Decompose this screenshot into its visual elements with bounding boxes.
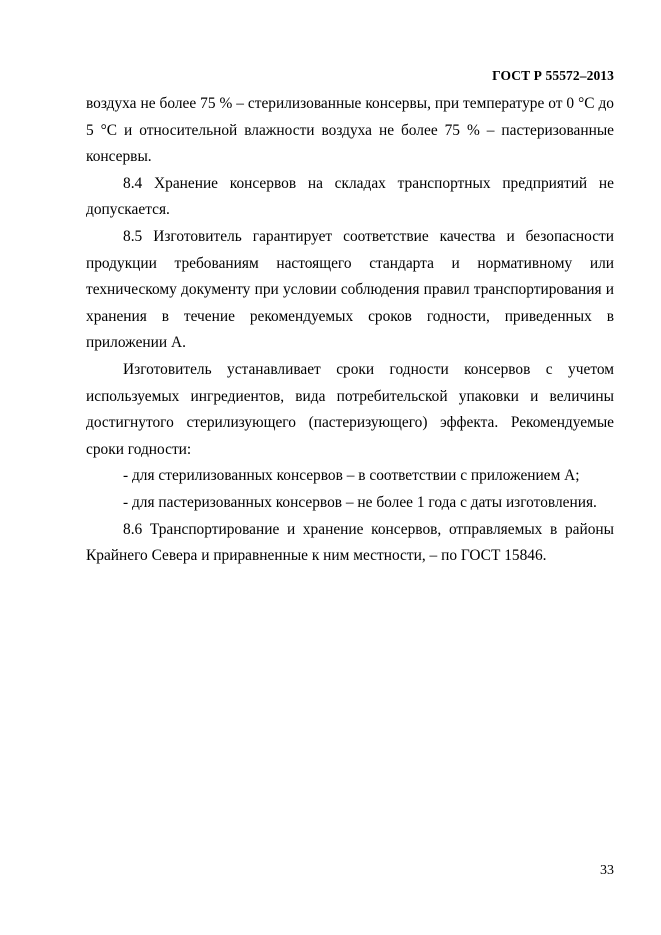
document-code-header: ГОСТ Р 55572–2013 bbox=[492, 68, 614, 83]
paragraph-8-5: 8.5 Изготовитель гарантирует соответствие качества и безопасности продукции требованиям настоящего стандарта и нормативному или техническому документу при условии соблюдения правил транспортирования и хранения в течение рекомендуемых сроков годности, приведенных в приложении А. bbox=[86, 227, 614, 352]
page-number: 33 bbox=[600, 863, 614, 878]
list-item-pasteurized: - для пастеризованных консервов – не более 1 года с даты изготовления. bbox=[123, 493, 597, 511]
paragraph-8-6: 8.6 Транспортирование и хранение консервов, отправляемых в районы Крайнего Севера и приравненные к ним местности, – по ГОСТ 15846. bbox=[86, 520, 614, 565]
paragraph-storage-conditions-continued: воздуха не более 75 % – стерилизованные консервы, при температуре от 0 °С до 5 °С и относительной влажности воздуха не более 75 % – пастеризованные консервы. bbox=[86, 95, 614, 166]
paragraph-shelf-life: Изготовитель устанавливает сроки годности консервов с учетом используемых ингредиентов, вида потребительской упаковки и величины достигнутого стерилизующего (пастеризующего) эффекта. Рекомендуемые сроки годности: bbox=[86, 360, 614, 458]
list-item-sterilized: - для стерилизованных консервов – в соответствии с приложением А; bbox=[123, 467, 580, 485]
document-body bbox=[86, 91, 614, 570]
paragraph-8-4: 8.4 Хранение консервов на складах транспортных предприятий не допускается. bbox=[86, 174, 614, 219]
